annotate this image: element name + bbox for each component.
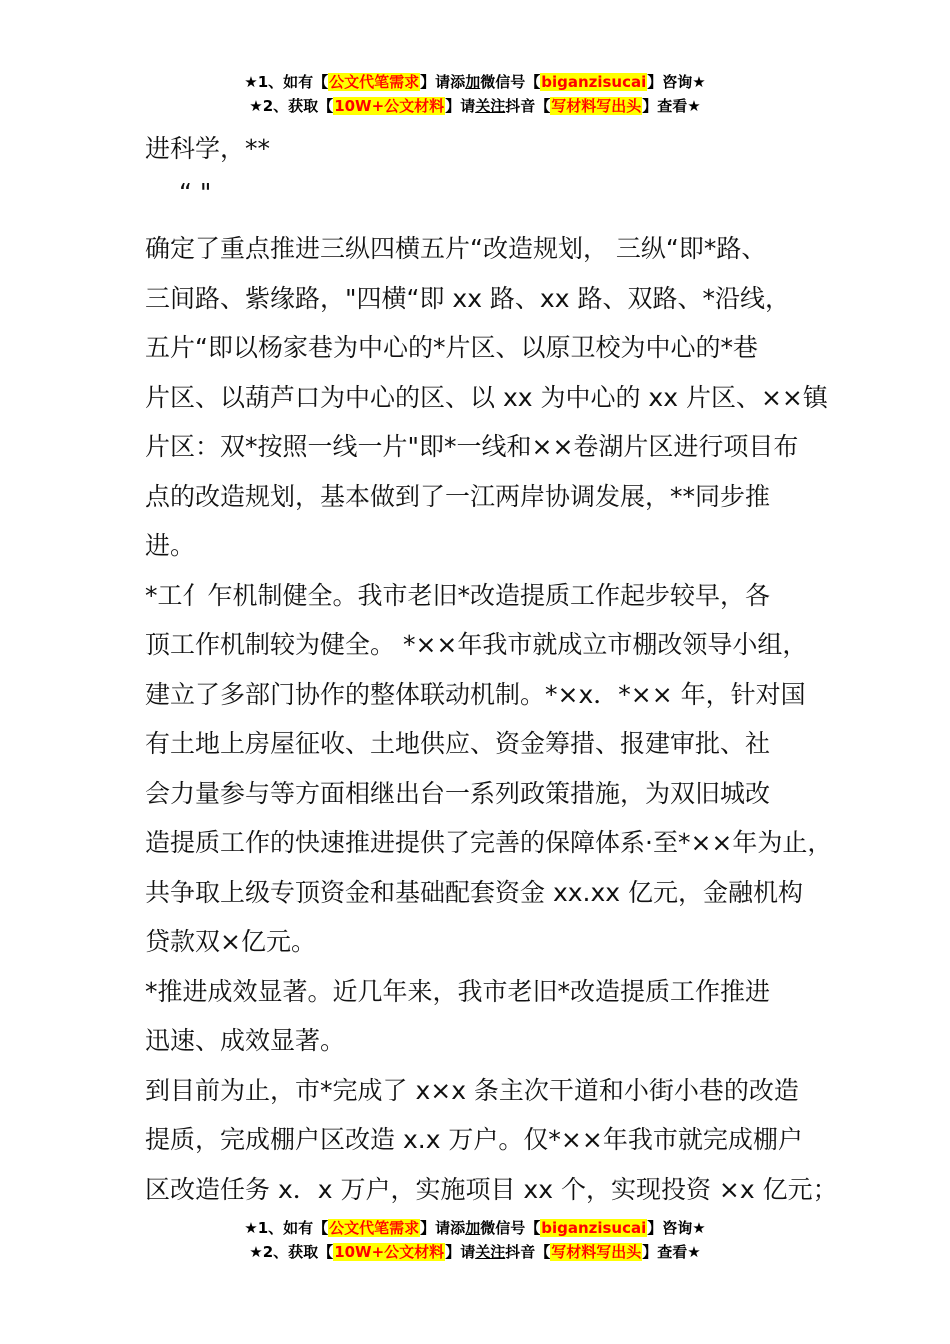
- highlight-materials: 10W+公文材料: [334, 97, 445, 115]
- document-body: [145, 124, 845, 1214]
- body-line: 会力量参与等方面相继出台一系列政策措施，为双旧城改: [145, 778, 771, 808]
- highlight-materials: 10W+公文材料: [334, 1243, 445, 1261]
- header-banner-line-1: ★1、如有【公文代笔需求】请添加微信号【biganzisucai】咨询★: [244, 73, 706, 91]
- body-line: 五片“即以杨家巷为中心的*片区、以原卫校为中心的*巷: [145, 333, 758, 362]
- highlight-wechat-id: biganzisucai: [541, 73, 647, 91]
- highlight-service: 公文代笔需求: [329, 1219, 420, 1237]
- body-line: 迅速、成效显著。: [145, 1026, 346, 1055]
- highlight-wechat-id: biganzisucai: [541, 1219, 647, 1237]
- header-banner: [0, 70, 950, 118]
- body-line: *推进成效显著。近几年来，我市老旧*改造提质工作推进: [145, 976, 771, 1006]
- highlight-douyin-account: 写材料写出头: [551, 1243, 642, 1261]
- body-line: 贷款双×亿元。: [145, 927, 316, 956]
- body-line: 有土地上房屋征收、土地供应、资金筹措、报建审批、社: [145, 729, 771, 758]
- body-line: 区改造任务 x．x 万户，实施项目 xx 个，实现投资 ×x 亿元；: [145, 1174, 838, 1204]
- footer-banner: [0, 1216, 950, 1264]
- body-line: 点的改造规划，基本做到了一江两岸协调发展，**同步推: [145, 481, 771, 511]
- body-line: 提质，完成棚户区改造 x.x 万户。仅*××年我市就完成棚户: [145, 1125, 803, 1154]
- body-line: 到目前为止，市*完成了 x×x 条主次干道和小街小巷的改造: [145, 1075, 799, 1105]
- footer-banner-line-2: ★2、获取【10W+公文材料】请关注抖音【写材料写出头】查看★: [249, 1243, 701, 1261]
- body-line: 造提质工作的快速推进提供了完善的保障体系·至*××年为止，: [145, 828, 833, 857]
- header-banner-line-2: ★2、获取【10W+公文材料】请关注抖音【写材料写出头】查看★: [249, 97, 701, 115]
- body-line: 进科学，**: [145, 134, 271, 163]
- body-line: 顶工作机制较为健全。 *××年我市就成立市棚改领导小组，: [145, 630, 808, 659]
- body-line: 片区：双*按照一线一片"即*一线和××卷湖片区进行项目布: [145, 432, 799, 461]
- body-line: 确定了重点推进三纵四横五片“改造规划， 三纵“即*路、: [145, 234, 767, 263]
- highlight-service: 公文代笔需求: [329, 73, 420, 91]
- body-line: 进。: [145, 531, 196, 560]
- footer-banner-line-1: ★1、如有【公文代笔需求】请添加微信号【biganzisucai】咨询★: [244, 1219, 706, 1237]
- body-line: “ ": [179, 178, 212, 207]
- body-line: *工亻乍机制健全。我市老旧*改造提质工作起步较早，各: [145, 580, 771, 610]
- body-line: 建立了多部门协作的整体联动机制。*×x．*×× 年，针对国: [145, 679, 806, 709]
- body-line: 共争取上级专顶资金和基础配套资金 xx.xx 亿元，金融机构: [145, 877, 804, 907]
- highlight-douyin-account: 写材料写出头: [551, 97, 642, 115]
- body-line: 片区、以葫芦口为中心的区、以 xx 为中心的 xx 片区、××镇: [145, 382, 828, 412]
- body-line: 三间路、紫缘路，"四横“即 xx 路、xx 路、双路、*沿线，: [145, 283, 790, 313]
